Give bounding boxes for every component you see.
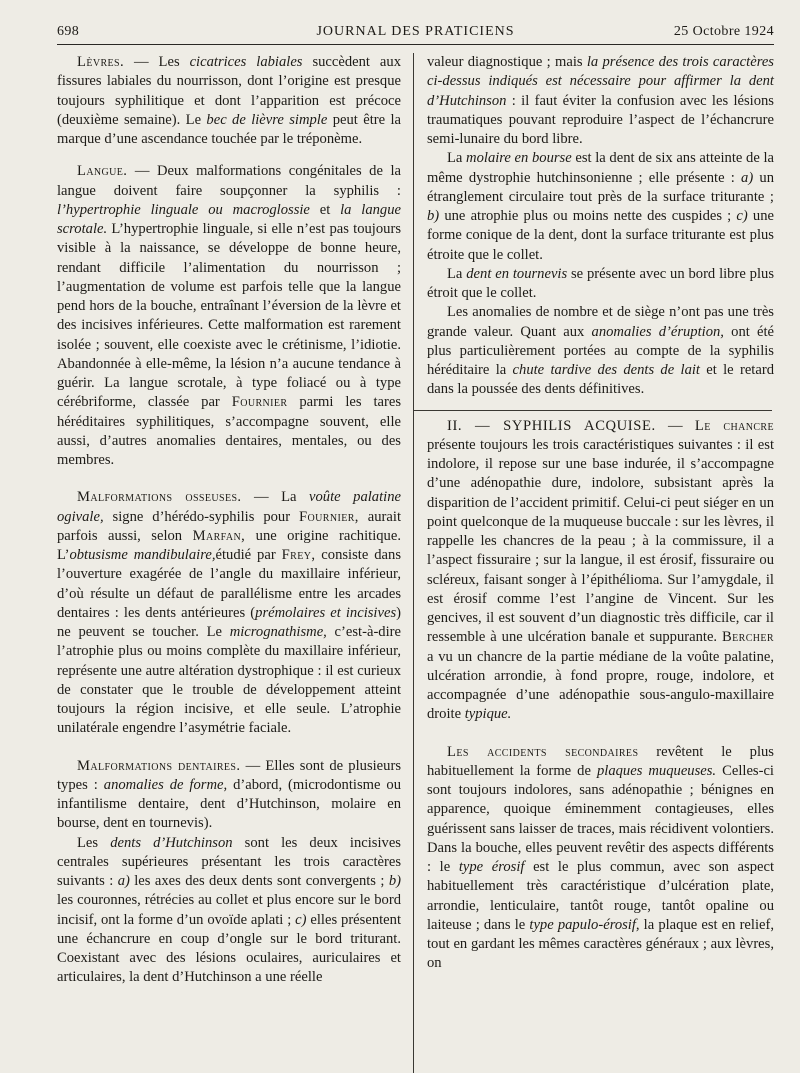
section-title-acquise: II. — SYPHILIS ACQUISE. <box>447 417 656 434</box>
section-head-osseuses: Malformations osseuses. <box>77 489 242 506</box>
left-column <box>57 53 413 1073</box>
author-name: Fournier, <box>299 508 359 525</box>
right-column <box>414 53 774 1073</box>
section-head-dentaires: Malformations dentaires. <box>77 757 241 774</box>
author-name: Marfan, <box>192 527 246 544</box>
paragraph-syphilis-acquise: II. — SYPHILIS ACQUISE. — Le chancre présente toujours les trois caractéristiques suivantes : il est indolore, il repose sur une base indurée, il s’accompagne d’une adénopathie dure, indolore, subsistant après la disparition de l’accident primitif. Celui-ci peut siéger en un point quelconque de la muqueuse buccale : sur les lèvres, il rappelle les chancres de la peau ; à la commissure, il a l’aspect fissuraire ; sur la langue, il est érosif, fissuraire ou scléreux, faisant songer à l’épithélioma. Sur l’amygdale, il est érosif comme l’est l’angine de Vincent. Sur les gencives, il est souvent d’un diagnostic très difficile, car il ressemble à une ulcération banale et suppurante. Bercher a vu un chancre de la partie médiane de la voûte palatine, ulcération arrondie, à fond propre, rouge, indolore, et accompagnée d’une adénopathie sous-angulo-maxillaire droite typique. <box>427 417 774 723</box>
author-name: Bercher <box>722 629 774 646</box>
paragraph-anomalies: Les anomalies de nombre et de siège n’ont pas une très grande valeur. Quant aux anomalies d’éruption, ont été plus particulièrement portées au compte de la syphilis héréditaire la chute tardive des dents de lait et le retard dans la poussée des dents définitives. <box>427 304 775 398</box>
journal-title: JOURNAL DES PRATICIENS <box>316 24 515 39</box>
section-head-chancre: Le chancre <box>694 417 774 434</box>
two-column-body <box>57 53 774 1073</box>
page-number: 698 <box>57 24 80 39</box>
paragraph-accidents-secondaires: Les accidents secondaires revêtent le plus habituellement la forme de plaques muqueuses. Celles-ci sont toujours indolores, sans adénopathie ; bénignes en apparence, quoique éminemment contagieuses, elles guérissent sans laisser de traces, mais récidivent volontiers. Dans la bouche, elles peuvent revêtir des aspects différents : le type érosif est le plus commun, avec son aspect habituellement très caractéristique d’ulcération plate, arrondie, lenticulaire, tantôt rouge, tantôt opaline ou laiteuse ; dans le type papulo-érosif, la plaque est en relief, tout en gardant les mêmes caractères généraux ; aux lèvres, on <box>427 743 775 972</box>
section-head-langue: Langue. <box>77 163 128 180</box>
author-name: Fournier <box>231 394 288 411</box>
issue-date: 25 Octobre 1924 <box>673 24 774 39</box>
paragraph-levres: Lèvres. — Les cicatrices labiales succèdent aux fissures labiales du nourrisson, dont l’origine est presque toujours syphilitique et dont l’apparition est précoce (deuxième semaine). Le bec de lièvre simple peut être la marque d’une ascendance touchée par le tréponème. <box>57 54 401 147</box>
section-head-levres: Lèvres. <box>77 54 125 70</box>
paragraph-hutchinson-cont: valeur diagnostique ; mais la présence des trois caractères ci-dessus indiqués est nécessaire pour affirmer la dent d’Hutchinson : il faut éviter la confusion avec les lésions traumatiques pouvant reproduire l’aspect de l’échancrure semi-lunaire du bord libre. <box>427 54 774 147</box>
section-head-secondaires: Les accidents secondaires <box>447 743 639 760</box>
author-name: Frey, <box>281 547 316 563</box>
section-divider <box>414 410 772 411</box>
paragraph-malformations-dentaires: Malformations dentaires. — Elles sont de plusieurs types : anomalies de forme, d’abord, (microdontisme ou infantilisme dentaire, dent d’Hutchinson, molaire en bourse, dent en tournevis). <box>57 757 401 832</box>
paragraph-hutchinson: Les dents d’Hutchinson sont les deux incisives centrales supérieures présentant les trois caractères suivants : a) les axes des deux dents sont convergents ; b) les couronnes, rétrécies au collet et plus encore sur le bord incisif, ont la forme d’un ovoïde aplati ; c) elles présentent une échancrure en coup d’ongle sur le bord triturant. Coexistant avec des lésions oculaires, auriculaires et articulaires, la dent d’Hutchinson a une réelle <box>57 834 402 986</box>
running-header <box>57 22 774 45</box>
paragraph-langue: Langue. — Deux malformations congénitales de la langue doivent faire soupçonner la syphilis : l’hypertrophie linguale ou macroglossie et la langue scrotale. L’hypertrophie linguale, si elle n’est pas toujours visible à la naissance, se développe de bonne heure, rendant difficile l’alimentation du nourrisson ; l’augmentation de volume est parfois telle que la langue pend hors de la bouche, entraînant l’éversion de la lèvre et des incisives inférieures. Cette malformation est rarement isolée ; souvent, elle coexiste avec le crétinisme, l’idiotie. Abandonnée à elle-même, la lésion n’a aucune tendance à guérir. La langue scrotale, à type foliacé ou à type cérébriforme, classée par Fournier parmi les tares héréditaires syphilitiques, s’accompagne souvent, elle aussi, d’autres anomalies dentaires, mentales, ou des membres. <box>57 163 402 468</box>
paragraph-tournevis: La dent en tournevis se présente avec un bord libre plus étroit que le collet. <box>427 265 774 301</box>
paragraph-molaire: La molaire en bourse est la dent de six ans atteinte de la même dystrophie hutchinsonienne ; elle présente : a) un étranglement circulaire tout près de la surface triturante ; b) une atrophie plus ou moins nette des cuspides ; c) une forme conique de la dent, dont la surface triturante est plus étroite que le collet. <box>427 150 774 263</box>
paragraph-malformations-osseuses: Malformations osseuses. — La voûte palatine ogivale, signe d’hérédo-syphilis pour Fournier, aurait parfois aussi, selon Marfan, une origine rachitique. L’obtusisme mandibulaire,étudié par Frey, consiste dans l’ouverture exagérée de l’angle du maxillaire inférieur, d’où résulte un défaut de parallélisme entre les arcades dentaires : les dents antérieures (prémolaires et incisives) ne peuvent se toucher. Le micrognathisme, c’est-à-dire l’atrophie plus ou moins complète du maxillaire inférieur, représente une autre altération dystrophique : il est curieux de constater que le trouble de développement atteint toujours la région incisive, et elle seule. L’atrophie unilatérale engendre l’asymétrie faciale. <box>57 489 401 737</box>
